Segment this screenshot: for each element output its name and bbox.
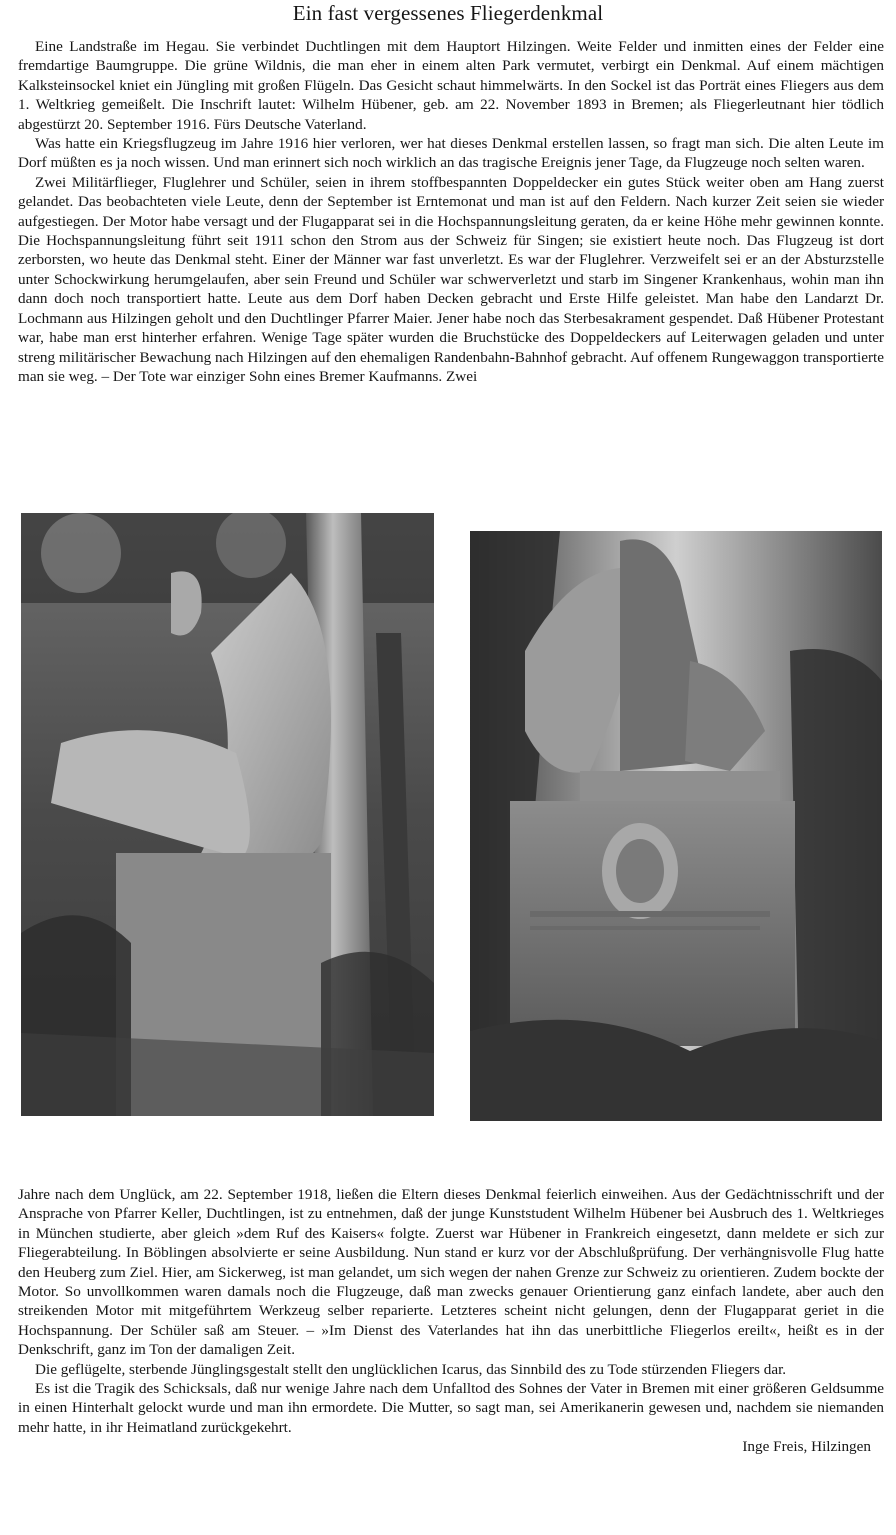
article-body-top [18,37,884,386]
article-body-bottom [18,1185,884,1457]
author-signature: Inge Freis, Hilzingen [742,1438,871,1456]
paragraph-icarus: Die geflügelte, sterbende Jünglingsgestalt stellt den unglücklichen Icarus, das Sinnbild des zu Tode stürzenden Fliegers dar. [35,1360,787,1378]
photo-memorial-angel-left [21,513,434,1116]
paragraph-question: Was hatte ein Kriegsflugzeug im Jahre 1916 hier verloren, wer hat dieses Denkmal erstellen lassen, so fragt man sich. Die alten Leute im Dorf müßten es ja noch wissen. Und man erinnert sich noch wirklich an das tragische Ereignis jener Tage, da Flugzeuge noch selten waren. [18,135,884,172]
photo-memorial-angel-right [470,531,882,1121]
paragraph-crash-account: Zwei Militärflieger, Fluglehrer und Schüler, seien in ihrem stoffbespannten Doppeldecker ein gutes Stück weiter oben am Hang zuerst gelandet. Das beobachteten viele Leute, denn der September ist Erntemonat und man ist auf den Feldern. Nach kurzer Zeit seien sie wieder aufgestiegen. Der Motor habe versagt und der Flugapparat sei in die Hochspannungsleitung geraten, da er keine Höhe mehr gewinnen konnte. Die Hochspannungsleitung führt seit 1911 schon den Strom aus der Schweiz für Singen; sie existiert heute noch. Das Flugzeug ist dort zerborsten, wo heute das Denkmal steht. Einer der Männer war fast unverletzt. Es war der Fluglehrer. Verzweifelt sei er an der Absturzstelle unter Schockwirkung herumgelaufen, aber sein Freund und Schüler war schwerverletzt und starb im Singener Krankenhaus, wohin man ihn dann doch noch transportiert hatte. Leute aus dem Dorf haben Decken gebracht und Erste Hilfe geleistet. Man habe den Landarzt Dr. Lochmann aus Hilzingen geholt und den Duchtlinger Pfarrer Maier. Jener habe noch das Sterbesakrament gespendet. Daß Hübener Protestant war, habe man erst hinterher erfahren. Wenige Tage später wurden die Bruchstücke des Doppeldeckers auf Leiterwagen geladen und unter streng militärischer Bewachung nach Hilzingen auf den ehemaligen Randenbahn-Bahnhof gebracht. Auf offenem Rungewaggon transportierte man sie weg. – Der Tote war einziger Sohn eines Bremer Kaufmanns. Zwei [18,173,884,385]
article-title: Ein fast vergessenes Fliegerdenkmal [292,1,604,25]
paragraph-tragedy: Es ist die Tragik des Schicksals, daß nur wenige Jahre nach dem Unfalltod des Sohnes der Vater in Bremen mit einer größeren Geldsumme in einen Hinterhalt gelockt wurde und man ihn ermordete. Die Mutter, so sagt man, sei Amerikanerin gewesen und, nachdem sie niemanden mehr hatte, in ihr Heimatland zurückgekehrt. [18,1380,884,1436]
paragraph-intro: Eine Landstraße im Hegau. Sie verbindet Duchtlingen mit dem Hauptort Hilzingen. Weite Felder und inmitten eines der Felder eine fremdartige Baumgruppe. Die grüne Wildnis, die man eher in einem alten Park vermutet, verbirgt ein Denkmal. Auf einem mächtigen Kalksteinsockel kniet ein Jüngling mit großen Flügeln. Das Gesicht schaut himmelwärts. In den Sockel ist das Porträt eines Fliegers aus dem 1. Weltkrieg gemeißelt. Die Inschrift lautet: Wilhelm Hübener, geb. am 22. November 1893 in Bremen; als Fliegerleutnant hier tödlich abgestürzt 20. September 1916. Fürs Deutsche Vaterland. [18,38,884,133]
paragraph-inauguration: Jahre nach dem Unglück, am 22. September 1918, ließen die Eltern dieses Denkmal feierlich einweihen. Aus der Gedächtnisschrift und der Ansprache von Pfarrer Keller, Duchtlingen, ist zu entnehmen, daß der junge Kunststudent Wilhelm Hübener bei Ausbruch des 1. Weltkrieges in München studierte, aber gleich »dem Ruf des Kaisers« folgte. Zuerst war Hübener in Frankreich eingesetzt, dann meldete er sich zur Fliegerabteilung. In Böblingen absolvierte er seine Ausbildung. Nun stand er kurz vor der Abschlußprüfung. Der verhängnisvolle Flug hatte den Heuberg zum Ziel. Hier, am Sickerweg, ist man gelandet, um sich wegen der nahen Grenze zur Schweiz zu orientieren. Zudem bockte der Motor. So unvollkommen waren damals noch die Flugzeuge, daß man zwecks genauer Orientierung ganz einfach landete, aber auch den streikenden Motor mit mitgeführtem Werkzeug selber reparierte. Letzteres scheint nicht gelungen, denn der Flugapparat geriet in die Hochspannung. Der Schüler saß am Steuer. – »Im Dienst des Vaterlandes hat ihn das unerbittliche Fliegerlos ereilt«, heißt es in der Denkschrift, ganz im Ton der damaligen Zeit. [18,1186,884,1359]
